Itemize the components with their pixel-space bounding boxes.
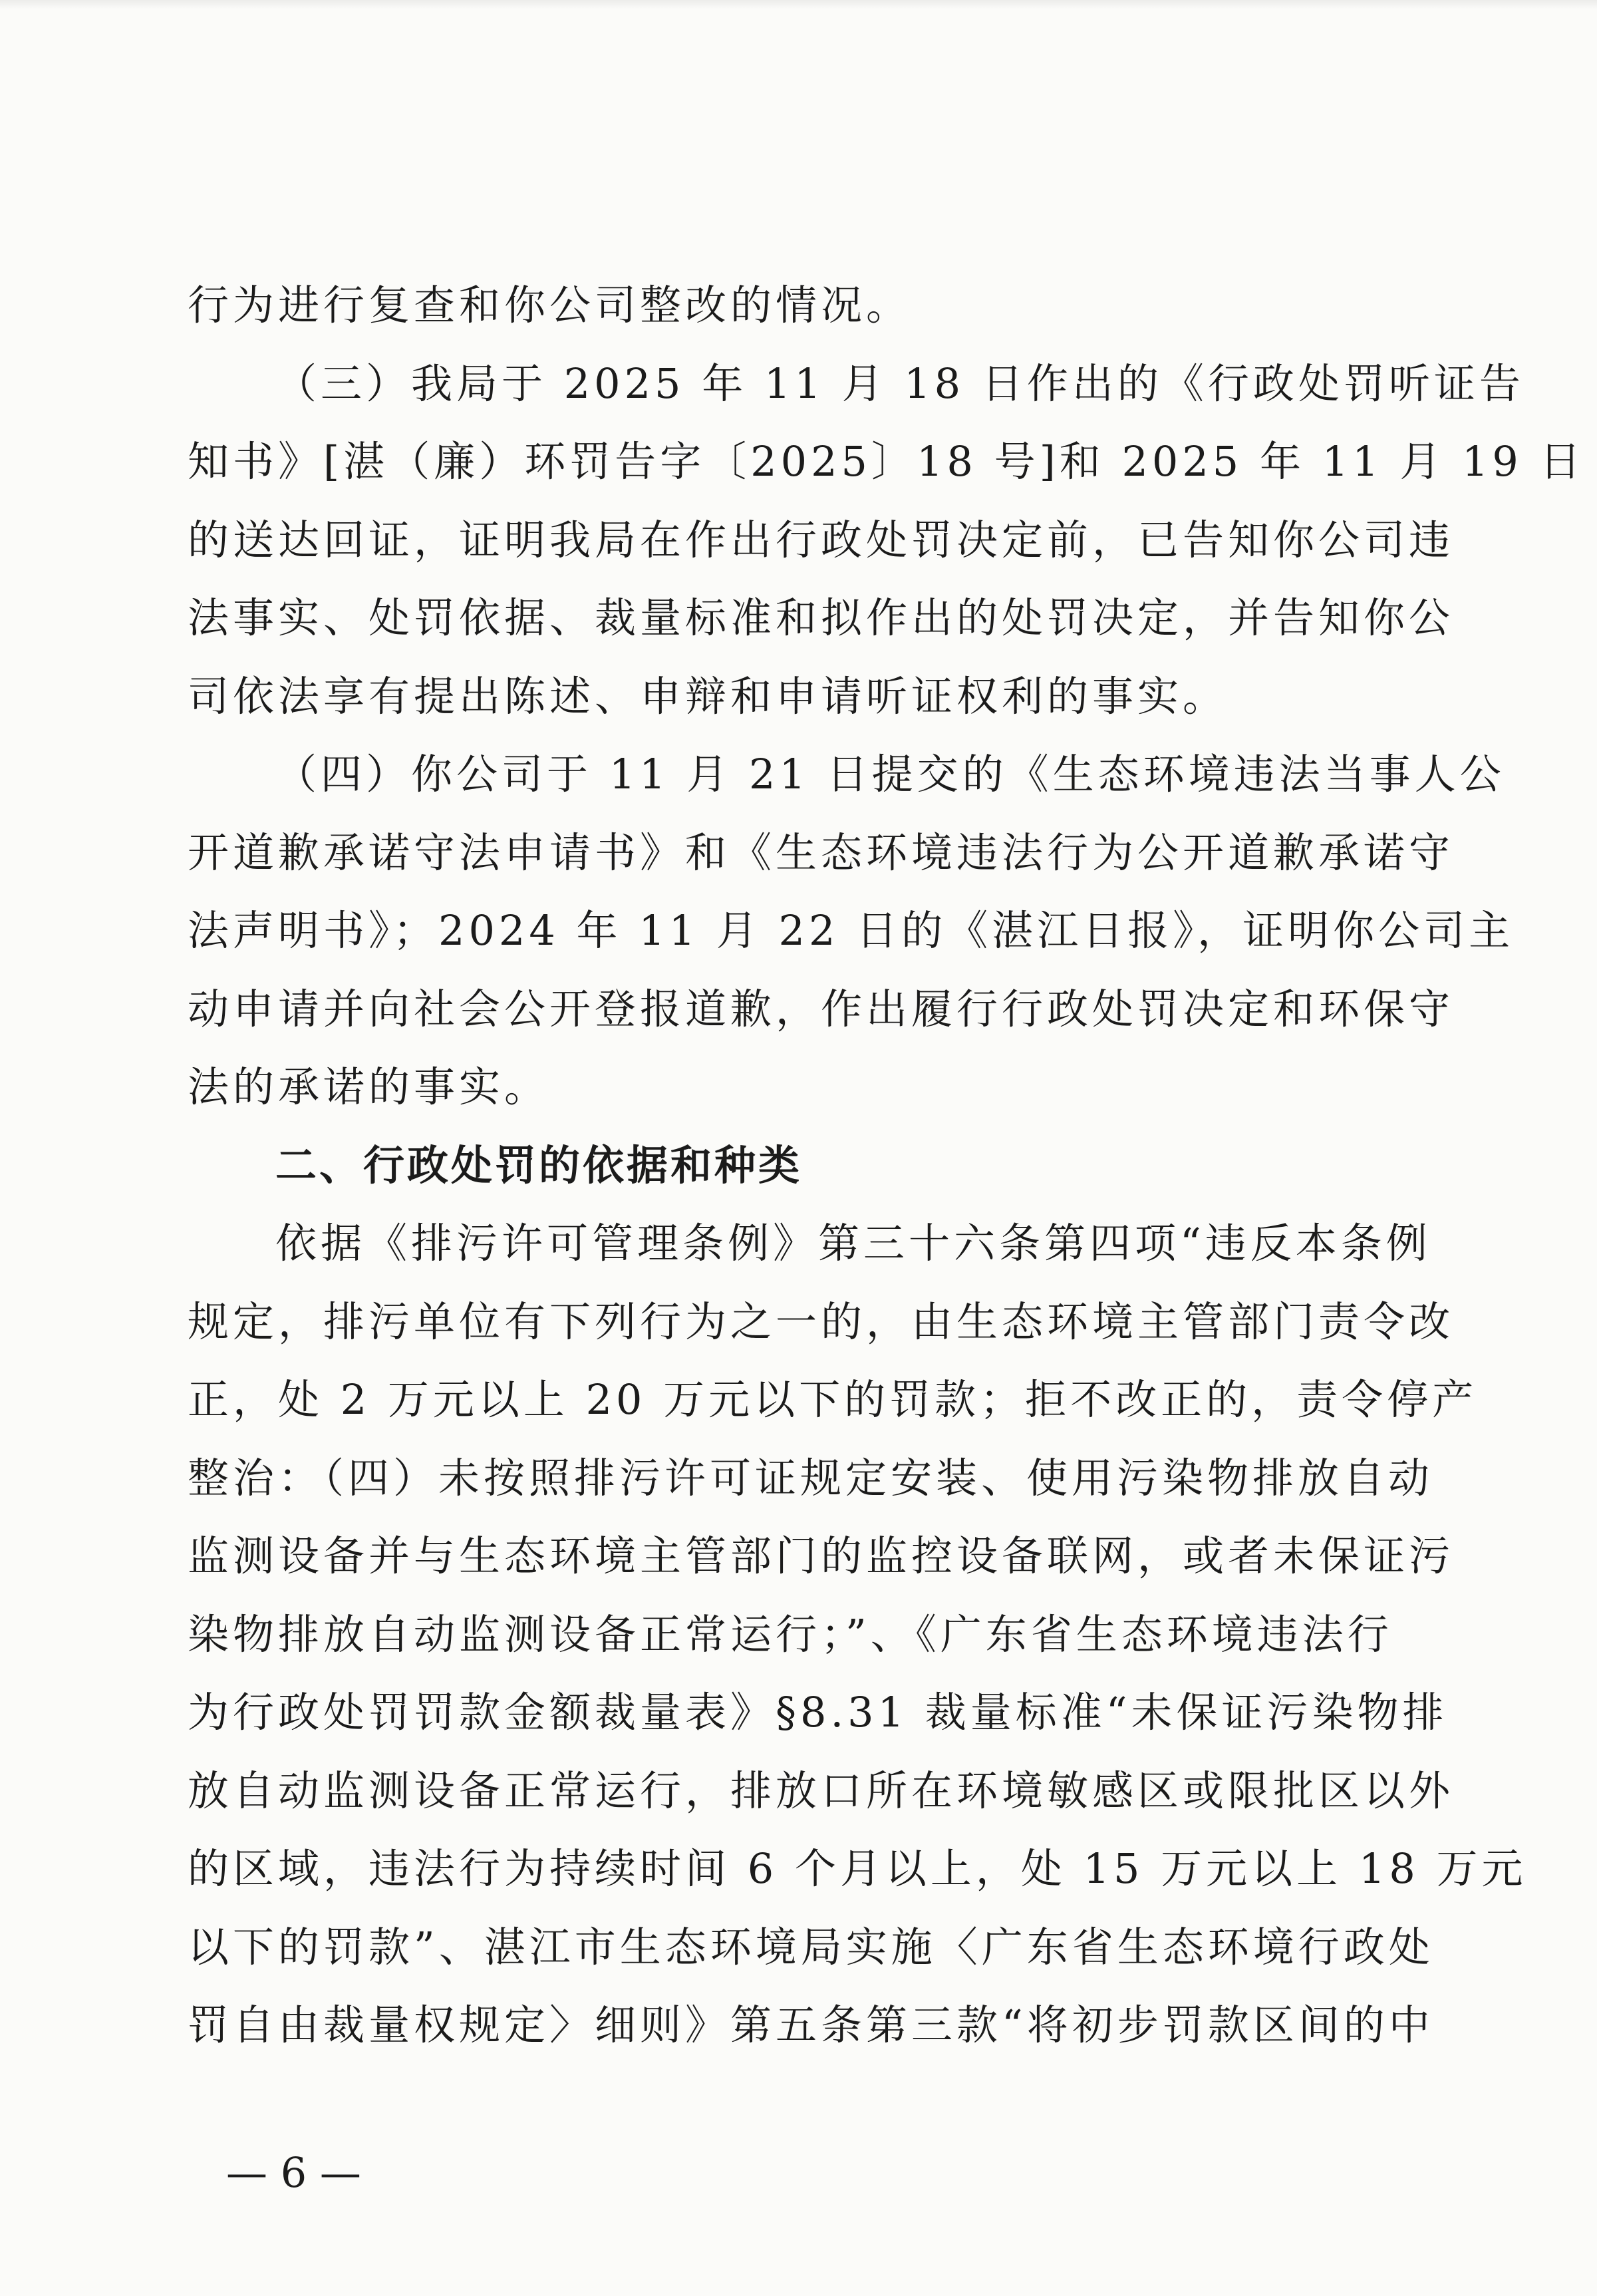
- paragraph-basis: 依据《排污许可管理条例》第三十六条第四项“违反本条例: [275, 1219, 1431, 1267]
- text-line: 放自动监测设备正常运行，排放口所在环境敏感区或限批区以外: [188, 1766, 1455, 1815]
- text-line: 正，处 2 万元以上 20 万元以下的罚款；拒不改正的，责令停产: [188, 1375, 1478, 1424]
- text-line: 司依法享有提出陈述、申辩和申请听证权利的事实。: [188, 671, 1229, 721]
- paragraph-item-4: （四）你公司于 11 月 21 日提交的《生态环境违法当事人公: [275, 750, 1505, 798]
- text-line: 开道歉承诺守法申请书》和《生态环境违法行为公开道歉承诺守: [188, 828, 1455, 877]
- text-line: 的区域，违法行为持续时间 6 个月以上，处 15 万元以上 18 万元: [188, 1844, 1527, 1893]
- text-line: 罚自由裁量权规定〉细则》第五条第三款“将初步罚款区间的中: [188, 2001, 1434, 2049]
- text-line: 法的承诺的事实。: [188, 1063, 550, 1111]
- text-line: 动申请并向社会公开登报道歉，作出履行行政处罚决定和环保守: [188, 984, 1455, 1033]
- document-body: [188, 266, 1585, 2064]
- text-line: 为行政处罚罚款金额裁量表》§8.31 裁量标准“未保证污染物排: [188, 1688, 1448, 1736]
- text-line: 染物排放自动监测设备正常运行；”、《广东省生态环境违法行: [188, 1609, 1393, 1659]
- text-line: 监测设备并与生态环境主管部门的监控设备联网，或者未保证污: [188, 1532, 1455, 1580]
- text-line: 以下的罚款”、湛江市生态环境局实施〈广东省生态环境行政处: [188, 1922, 1434, 1971]
- text-line: 整治：（四）未按照排污许可证规定安装、使用污染物排放自动: [188, 1453, 1434, 1502]
- scan-edge-shadow: [0, 0, 1597, 9]
- text-line: 法声明书》；2024 年 11 月 22 日的《湛江日报》，证明你公司主: [188, 906, 1515, 955]
- page-number: — 6 —: [226, 2148, 361, 2197]
- text-line: 规定，排污单位有下列行为之一的，由生态环境主管部门责令改: [188, 1297, 1455, 1346]
- text-line: 知书》[湛（廉）环罚告字〔2025〕18 号]和 2025 年 11 月 19 日: [188, 437, 1585, 486]
- paragraph-item-3: （三）我局于 2025 年 11 月 18 日作出的《行政处罚听证告: [275, 359, 1524, 408]
- text-line: 法事实、处罚依据、裁量标准和拟作出的处罚决定，并告知你公: [188, 593, 1455, 642]
- text-line: 的送达回证，证明我局在作出行政处罚决定前，已告知你公司违: [188, 515, 1455, 564]
- section-heading: 二、行政处罚的依据和种类: [275, 1140, 803, 1190]
- text-line: 行为进行复查和你公司整改的情况。: [188, 281, 912, 329]
